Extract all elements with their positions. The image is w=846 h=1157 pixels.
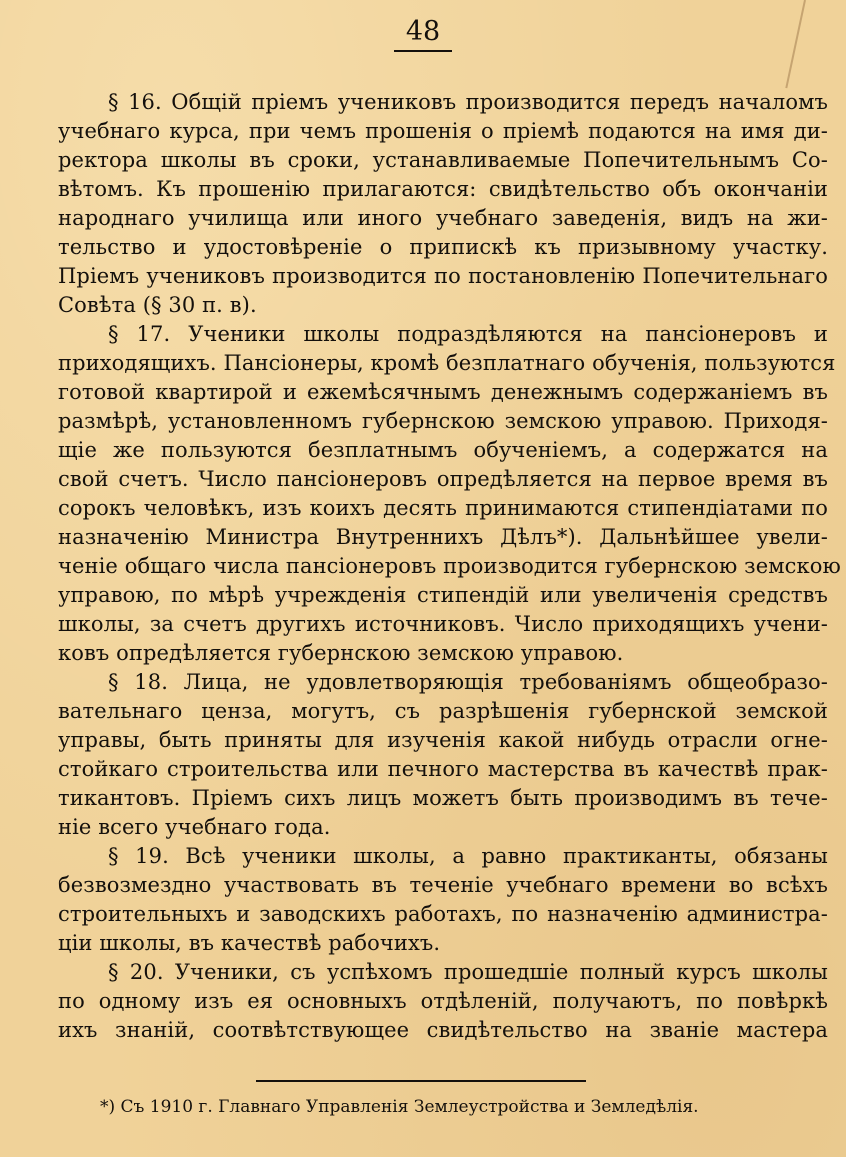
- text-line: учебнаго курса, при чемъ прошенія о пріемѣ подаются на имя ди-: [58, 119, 828, 143]
- text-line: школы, за счетъ другихъ источниковъ. Число приходящихъ учени-: [58, 612, 828, 636]
- text-line: ціи школы, въ качествѣ рабочихъ.: [58, 931, 441, 955]
- text-line: безвозмездно участвовать въ теченіе учебнаго времени во всѣхъ: [58, 873, 828, 897]
- text-line: ніе всего учебнаго года.: [58, 815, 331, 839]
- text-line: назначенію Министра Внутреннихъ Дѣлъ*). Дальнѣйшее увели-: [58, 525, 828, 549]
- footnote-divider: [256, 1080, 586, 1082]
- text-line: готовой квартирой и ежемѣсячнымъ денежнымъ содержаніемъ въ: [58, 380, 828, 404]
- text-line: тельство и удостовѣреніе о припискѣ къ призывному участку.: [58, 235, 828, 259]
- text-line: ихъ знаній, соотвѣтствующее свидѣтельство на званіе мастера: [58, 1018, 828, 1042]
- text-line: Совѣта (§ 30 п. в).: [58, 293, 257, 317]
- text-line: свой счетъ. Число пансіонеровъ опредѣляется на первое время въ: [58, 467, 828, 491]
- text-line: щіе же пользуются безплатнымъ обученіемъ, а содержатся на: [58, 438, 828, 462]
- text-line: управы, быть приняты для изученія какой нибудь отрасли огне-: [58, 728, 828, 752]
- body-text: [58, 88, 841, 1045]
- text-line: размѣрѣ, установленномъ губернскою земскою управою. Приходя-: [58, 409, 828, 433]
- text-line: тикантовъ. Пріемъ сихъ лицъ можетъ быть производимъ въ тече-: [58, 786, 828, 810]
- page-number: [0, 16, 846, 52]
- text-line: § 19. Всѣ ученики школы, а равно практиканты, обязаны: [108, 844, 828, 868]
- text-line: народнаго училища или иного учебнаго заведенія, видъ на жи-: [58, 206, 828, 230]
- text-line: строительныхъ и заводскихъ работахъ, по назначенію администра-: [58, 902, 828, 926]
- text-line: по одному изъ ея основныхъ отдѣленій, получаютъ, по повѣркѣ: [58, 989, 828, 1013]
- text-line: ректора школы въ сроки, устанавливаемые Попечительнымъ Со-: [58, 148, 828, 172]
- text-line: Пріемъ учениковъ производится по постановленію Попечительнаго: [58, 264, 828, 288]
- text-line: ченіе общаго числа пансіонеровъ производится губернскою земскою: [58, 554, 841, 578]
- text-line: сорокъ человѣкъ, изъ коихъ десять принимаются стипендіатами по: [58, 496, 828, 520]
- text-line: § 18. Лица, не удовлетворяющія требованіямъ общеобразо-: [108, 670, 828, 694]
- page-number-text: 48: [394, 16, 452, 52]
- text-line: вѣтомъ. Къ прошенію прилагаются: свидѣтельство объ окончаніи: [58, 177, 828, 201]
- text-line: ковъ опредѣляется губернскою земскою управою.: [58, 641, 624, 665]
- text-line: § 20. Ученики, съ успѣхомъ прошедшіе полный курсъ школы: [108, 960, 828, 984]
- text-line: § 17. Ученики школы подраздѣляются на пансіонеровъ и: [108, 322, 828, 346]
- text-line: § 16. Общій пріемъ учениковъ производится передъ началомъ: [108, 90, 828, 114]
- text-line: вательнаго ценза, могутъ, съ разрѣшенія губернской земской: [58, 699, 828, 723]
- text-line: управою, по мѣрѣ учрежденія стипендій или увеличенія средствъ: [58, 583, 828, 607]
- text-line: приходящихъ. Пансіонеры, кромѣ безплатнаго обученія, пользуются: [58, 351, 836, 375]
- footnote: *) Съ 1910 г. Главнаго Управленія Землеустройства и Земледѣлія.: [100, 1097, 699, 1117]
- text-line: стойкаго строительства или печного мастерства въ качествѣ прак-: [58, 757, 828, 781]
